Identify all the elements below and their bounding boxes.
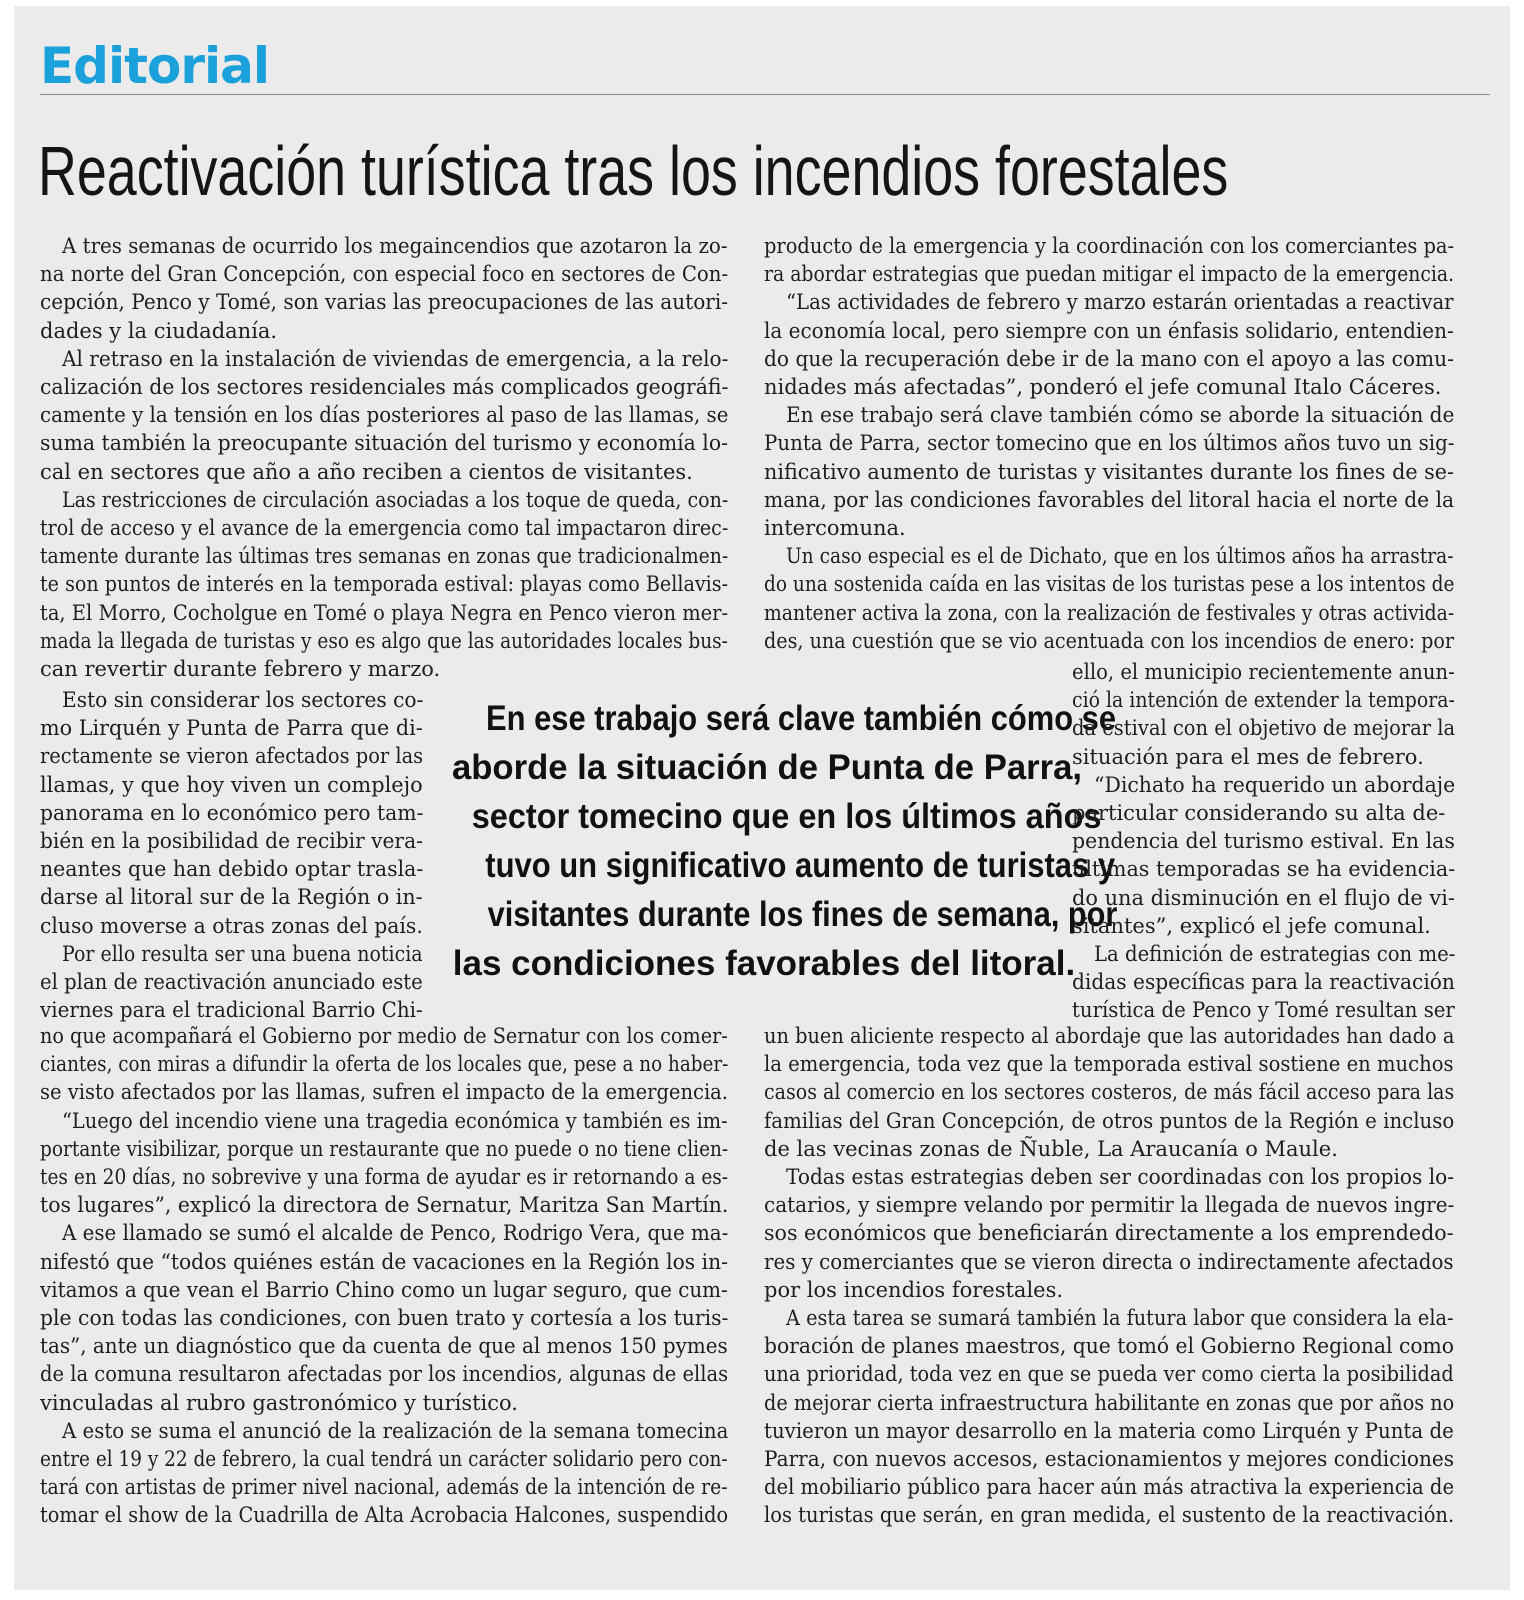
right-column-line: do una disminución en el flujo de vi- <box>1072 885 1455 910</box>
left-column-line: te son puntos de interés en la temporada estival: playas como Bellavis- <box>40 572 729 597</box>
left-column-line: A tres semanas de ocurrido los megaincendios que azotaron la zo- <box>62 234 728 258</box>
header-rule <box>40 94 1490 95</box>
left-column-line: neantes que han debido optar trasla- <box>40 857 424 882</box>
left-column-line: mada la llegada de turistas y eso es algo que las autoridades locales bus- <box>40 628 728 653</box>
headline: Reactivación turística tras los incendios forestales <box>38 132 1229 210</box>
right-column-line: un buen aliciente respecto al abordaje que las autoridades han dado a <box>764 1024 1455 1048</box>
left-column-line: cepción, Penco y Tomé, son varias las preocupaciones de las autori- <box>40 290 729 315</box>
left-column-line: calización de los sectores residenciales más complicados geográfi- <box>40 375 729 399</box>
right-column-line: Punta de Parra, sector tomecino que en los últimos años tuvo un sig- <box>764 431 1455 456</box>
left-column-line: Las restricciones de circulación asociadas a los toque de queda, con- <box>62 487 729 512</box>
left-column-line: cal en sectores que año a año reciben a cientos de visitantes. <box>40 459 693 484</box>
left-column-line: tes en 20 días, no sobrevive y una forma de ayudar es ir retornando a es- <box>40 1165 729 1189</box>
section-label: Editorial <box>40 37 270 95</box>
left-column-line: can revertir durante febrero y marzo. <box>40 657 441 681</box>
right-column-line: ció la intención de extender la tempora- <box>1072 688 1455 713</box>
right-column-line: Todas estas estrategias deben ser coordinadas con los propios lo- <box>786 1165 1455 1189</box>
right-column-line: de las vecinas zonas de Ñuble, La Araucanía o Maule. <box>764 1136 1338 1161</box>
right-column-line: Un caso especial es el de Dichato, que en los últimos años ha arrastra- <box>786 544 1454 569</box>
left-column-line: vitamos a que vean el Barrio Chino como un lugar seguro, que cum- <box>40 1277 728 1302</box>
left-column-line: na norte del Gran Concepción, con especial foco en sectores de Con- <box>40 262 729 287</box>
right-column-line: particular considerando su alta de- <box>1072 801 1446 825</box>
right-column-line: por los incendios forestales. <box>764 1277 1064 1302</box>
right-column-line: últimas temporadas se ha evidencia- <box>1072 857 1456 882</box>
left-column-line: portante visibilizar, porque un restaurante que no puede o no tiene clien- <box>40 1136 729 1161</box>
right-column-line: una prioridad, toda vez en que se pueda ver como cierta la posibilidad <box>764 1362 1454 1387</box>
left-column-line: Esto sin considerar los sectores co- <box>62 688 424 712</box>
right-column-line: intercomuna. <box>764 516 906 540</box>
right-column-line: producto de la emergencia y la coordinación con los comerciantes pa- <box>764 234 1455 258</box>
right-column-line: ra abordar estrategias que puedan mitigar el impacto de la emergencia. <box>764 262 1455 287</box>
left-column-line: vinculadas al rubro gastronómico y turístico. <box>40 1390 518 1415</box>
left-column-line: dades y la ciudadanía. <box>40 318 278 343</box>
right-column-line: des, una cuestión que se vio acentuada con los incendios de enero: por <box>764 628 1455 653</box>
right-column-line: sitantes”, explicó el jefe comunal. <box>1072 913 1431 938</box>
left-column-line: rectamente se vieron afectados por las <box>40 744 424 769</box>
left-column-line: panorama en lo económico pero tam- <box>40 800 424 825</box>
left-column-line: A ese llamado se sumó el alcalde de Penco, Rodrigo Vera, que ma- <box>62 1221 729 1246</box>
right-column-line: familias del Gran Concepción, de otros puntos de la Región e incluso <box>764 1108 1455 1133</box>
right-column-line: “Dichato ha requerido un abordaje <box>1094 772 1456 797</box>
left-column-line: nifestó que “todos quiénes están de vacaciones en la Región los in- <box>40 1249 728 1274</box>
left-column-line: se visto afectados por las llamas, sufren el impacto de la emergencia. <box>40 1080 729 1105</box>
right-column-line: nificativo aumento de turistas y visitantes durante los fines de se- <box>764 459 1455 484</box>
left-column-line: camente y la tensión en los días posteriores al paso de las llamas, se <box>40 403 729 428</box>
right-column-line: La definición de estrategias con me- <box>1094 942 1456 966</box>
left-column-line: tamente durante las últimas tres semanas en zonas que tradicionalmen- <box>40 544 729 569</box>
right-column-line: sos económicos que beneficiarán directamente a los emprendedo- <box>764 1221 1454 1246</box>
left-column-line: tos lugares”, explicó la directora de Sernatur, Maritza San Martín. <box>40 1193 729 1218</box>
newspaper-page <box>14 6 1510 1590</box>
right-column-line: catarios, y siempre velando por permitir la llegada de nuevos ingre- <box>764 1193 1455 1218</box>
right-column-line: boración de planes maestros, que tomó el Gobierno Regional como <box>764 1334 1455 1359</box>
right-column-line: mana, por las condiciones favorables del litoral hacia el norte de la <box>764 487 1455 512</box>
right-column-line: didas específicas para la reactivación <box>1072 970 1455 995</box>
right-column-line: la emergencia, toda vez que la temporada estival sostiene en muchos <box>764 1052 1454 1077</box>
left-column-line: A esto se suma el anunció de la realización de la semana tomecina <box>62 1418 729 1443</box>
pull-quote-line: las condiciones favorables del litoral. <box>452 944 1076 983</box>
left-column-line: tas”, ante un diagnóstico que da cuenta de que al menos 150 pymes <box>40 1334 728 1359</box>
left-column-line: Por ello resulta ser una buena noticia <box>62 941 423 966</box>
pull-quote-line: En ese trabajo será clave también cómo se <box>486 699 1117 738</box>
left-column-line: el plan de reactivación anunciado este <box>40 970 423 994</box>
right-column-line: mantener activa la zona, con la realización de festivales y otras activida- <box>764 600 1455 625</box>
right-column-line: “Las actividades de febrero y marzo estarán orientadas a reactivar <box>786 290 1454 315</box>
left-column-line: trol de acceso y el avance de la emergencia como tal impactaron direc- <box>40 516 729 540</box>
left-column-line: ciantes, con miras a difundir la oferta de los locales que, pese a no haber- <box>40 1052 729 1077</box>
left-column-line: ple con todas las condiciones, con buen trato y cortesía a los turis- <box>40 1306 729 1330</box>
right-column-line: ello, el municipio recientemente anun- <box>1072 660 1455 684</box>
right-column-line: da estival con el objetivo de mejorar la <box>1072 716 1456 741</box>
right-column-line: A esta tarea se sumará también la futura labor que considera la ela- <box>786 1306 1454 1330</box>
right-column-line: del mobiliario público para hacer aún más atractiva la experiencia de <box>764 1475 1455 1500</box>
right-column-line: los turistas que serán, en gran medida, el sustento de la reactivación. <box>764 1503 1455 1528</box>
right-column-line: nidades más afectadas”, ponderó el jefe comunal Italo Cáceres. <box>764 375 1442 399</box>
left-column-line: tará con artistas de primer nivel nacional, además de la intención de re- <box>40 1475 728 1500</box>
right-column-line: de mejorar cierta infraestructura habilitante en zonas que por años no <box>764 1390 1455 1415</box>
pull-quote-line: visitantes durante los fines de semana, por <box>487 895 1118 934</box>
left-column-line: entre el 19 y 22 de febrero, la cual tendrá un carácter solidario pero con- <box>40 1447 728 1471</box>
left-column-line: llamas, y que hoy viven un complejo <box>40 772 423 797</box>
left-column-line: Al retraso en la instalación de viviendas de emergencia, a la relo- <box>62 346 729 371</box>
right-column-line: res y comerciantes que se vieron directa o indirectamente afectados <box>764 1249 1454 1274</box>
left-column-line: “Luego del incendio viene una tragedia económica y también es im- <box>62 1108 728 1133</box>
left-column-line: ta, El Morro, Cocholgue en Tomé o playa Negra en Penco vieron mer- <box>40 600 729 625</box>
pull-quote-line: tuvo un significativo aumento de turistas y <box>485 846 1116 885</box>
pull-quote-line: sector tomecino que en los últimos años <box>471 797 1102 836</box>
left-column-line: mo Lirquén y Punta de Parra que di- <box>40 716 423 741</box>
right-column-line: pendencia del turismo estival. En las <box>1072 829 1455 854</box>
left-column-line: suma también la preocupante situación del turismo y economía lo- <box>40 431 728 456</box>
left-column-line: darse al litoral sur de la Región o in- <box>40 885 423 910</box>
pull-quote <box>449 694 1118 988</box>
left-column-line: tomar el show de la Cuadrilla de Alta Acrobacia Halcones, suspendido <box>40 1503 729 1528</box>
pull-quote-line: aborde la situación de Punta de Parra, <box>451 748 1082 787</box>
right-column-line: do que la recuperación debe ir de la mano con el apoyo a las comu- <box>764 346 1454 371</box>
right-column-line: tuvieron un mayor desarrollo en la materia como Lirquén y Punta de <box>764 1418 1454 1443</box>
right-column-line: turística de Penco y Tomé resultan ser <box>1072 998 1455 1023</box>
left-column-line: no que acompañará el Gobierno por medio de Sernatur con los comer- <box>40 1024 728 1048</box>
right-column-line: En ese trabajo será clave también cómo se aborde la situación de <box>786 403 1455 428</box>
right-column-line: la economía local, pero siempre con un énfasis solidario, entendien- <box>764 318 1454 343</box>
right-column-line: casos al comercio en los sectores costeros, de más fácil acceso para las <box>764 1080 1455 1105</box>
left-column-line: de la comuna resultaron afectadas por los incendios, algunas de ellas <box>40 1362 729 1387</box>
right-column-line: situación para el mes de febrero. <box>1072 744 1424 769</box>
right-column-line: Parra, con nuevos accesos, estacionamientos y mejores condiciones <box>764 1447 1455 1471</box>
left-column-line: viernes para el tradicional Barrio Chi- <box>40 998 423 1023</box>
left-column-line: bién en la posibilidad de recibir vera- <box>40 829 423 853</box>
left-column-line: cluso moverse a otras zonas del país. <box>40 913 423 938</box>
right-column-line: do una sostenida caída en las visitas de los turistas pese a los intentos de <box>764 572 1455 597</box>
